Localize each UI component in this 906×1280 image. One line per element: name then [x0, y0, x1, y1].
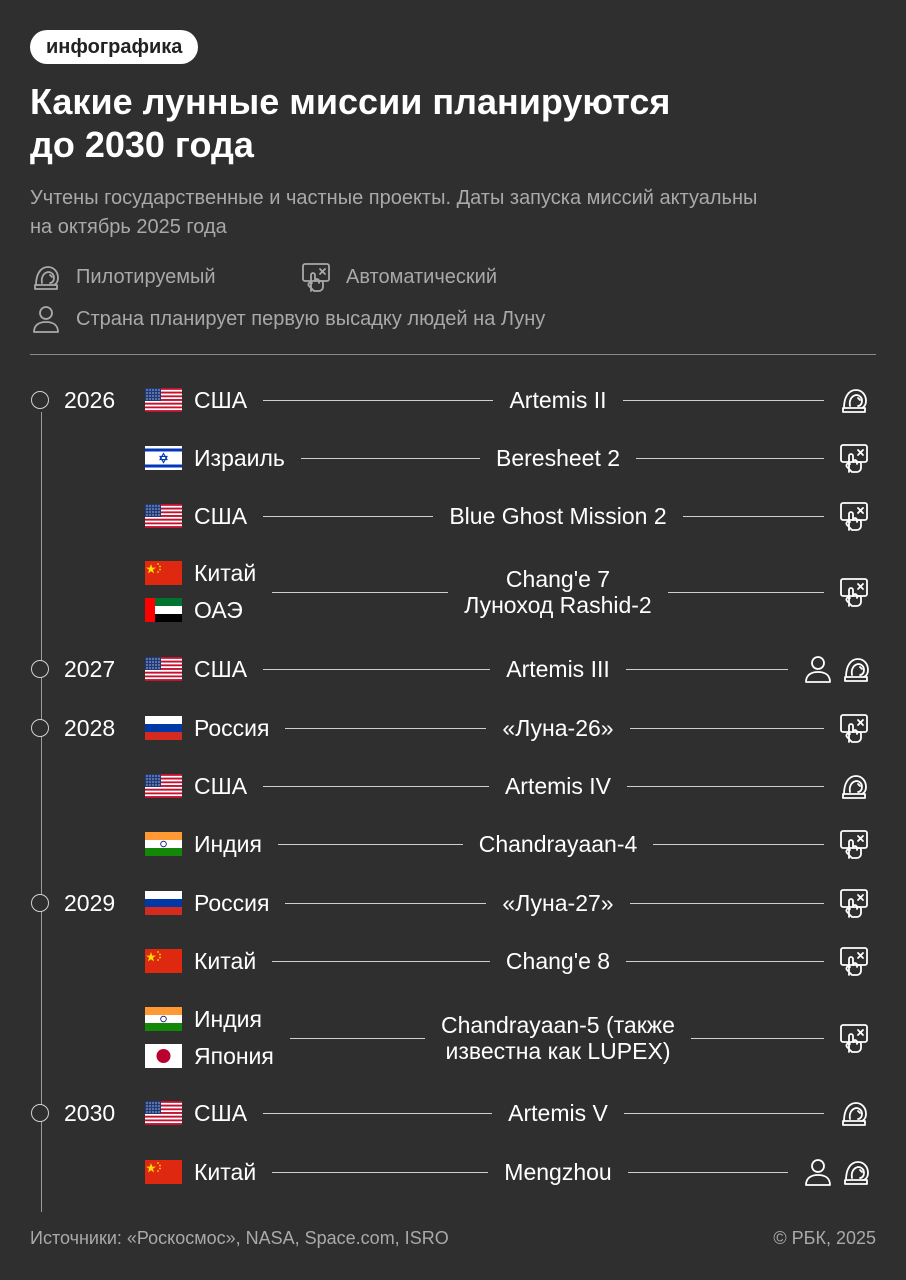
- flag-in: [145, 832, 182, 856]
- connector-line: [668, 592, 824, 593]
- mission-name: [430, 503, 686, 529]
- country-label: Россия: [194, 715, 270, 741]
- header-divider: [30, 354, 876, 355]
- country-label: США: [194, 773, 248, 799]
- mission-name-line: Beresheet 2: [495, 445, 621, 471]
- timeline-dot: [31, 391, 49, 409]
- flag-il: [145, 446, 182, 470]
- mission-name-line: Chang'e 8: [505, 948, 611, 974]
- title-line-2: до 2030 года: [30, 124, 254, 165]
- copyright: © РБК, 2025: [773, 1228, 876, 1248]
- mission-name: [430, 566, 686, 618]
- page-title: [30, 80, 870, 166]
- mission-name-line: «Луна-26»: [502, 715, 614, 741]
- mission-name-line: Artemis III: [506, 656, 610, 682]
- connector-line: [272, 1172, 488, 1173]
- robotic-icon: [838, 712, 870, 744]
- flag-ru: [145, 891, 182, 915]
- connector-line: [691, 1038, 824, 1039]
- mission-name-line: Chang'e 7: [505, 566, 611, 592]
- mission-name-line: Artemis V: [508, 1100, 608, 1126]
- timeline-dot: [31, 894, 49, 912]
- person-icon: [802, 653, 834, 685]
- country-label: Индия: [194, 831, 262, 857]
- connector-line: [683, 516, 824, 517]
- robotic-icon: [300, 261, 332, 293]
- flag-us: [145, 657, 182, 681]
- robotic-icon: [838, 945, 870, 977]
- category-badge: инфографика: [30, 30, 198, 64]
- country-label: Япония: [194, 1043, 274, 1069]
- timeline-dot: [31, 660, 49, 678]
- mission-name-line: известна как LUPEX): [445, 1038, 671, 1064]
- connector-line: [272, 592, 448, 593]
- crewed-icon: [30, 261, 62, 293]
- robotic-icon: [838, 442, 870, 474]
- connector-line: [630, 728, 824, 729]
- connector-line: [278, 844, 463, 845]
- crewed-icon: [838, 770, 870, 802]
- subtitle: [30, 184, 880, 242]
- mission-name: [430, 1012, 686, 1064]
- mission-name-line: Луноход Rashid-2: [464, 592, 652, 618]
- country-label: США: [194, 503, 248, 529]
- connector-line: [263, 1113, 492, 1114]
- flag-cn: [145, 949, 182, 973]
- legend-robotic-label: Автоматический: [346, 265, 497, 288]
- mission-name-line: Chandrayaan-4: [478, 831, 638, 857]
- mission-name-line: Mengzhou: [504, 1159, 612, 1185]
- mission-name-line: «Луна-27»: [502, 890, 614, 916]
- flag-us: [145, 1101, 182, 1125]
- flag-cn: [145, 561, 182, 585]
- robotic-icon: [838, 500, 870, 532]
- mission-name-line: Artemis IV: [504, 773, 612, 799]
- person-icon: [802, 1156, 834, 1188]
- connector-line: [263, 786, 489, 787]
- flag-jp: [145, 1044, 182, 1068]
- year-label: 2028: [64, 715, 116, 741]
- country-label: США: [194, 656, 248, 682]
- sources-note: Источники: «Роскосмос», NASA, Space.com, ISRO: [30, 1228, 449, 1248]
- connector-line: [636, 458, 824, 459]
- mission-name: [430, 831, 686, 857]
- legend-crewed: [30, 260, 216, 294]
- connector-line: [624, 1113, 824, 1114]
- connector-line: [263, 516, 433, 517]
- robotic-icon: [838, 1022, 870, 1054]
- crewed-icon: [838, 1097, 870, 1129]
- connector-line: [630, 903, 824, 904]
- timeline-dot: [31, 719, 49, 737]
- robotic-icon: [838, 576, 870, 608]
- connector-line: [285, 728, 486, 729]
- country-label: Китай: [194, 948, 257, 974]
- connector-line: [626, 961, 824, 962]
- timeline-axis: [41, 412, 42, 1212]
- connector-line: [263, 400, 493, 401]
- flag-us: [145, 388, 182, 412]
- mission-name-line: Blue Ghost Mission 2: [449, 503, 667, 529]
- country-label: Россия: [194, 890, 270, 916]
- country-label: США: [194, 1100, 248, 1126]
- connector-line: [290, 1038, 425, 1039]
- mission-name-line: Chandrayaan-5 (также: [441, 1012, 675, 1038]
- country-label: Израиль: [194, 445, 285, 471]
- connector-line: [263, 669, 490, 670]
- legend-first-landing: [30, 302, 545, 336]
- connector-line: [627, 786, 824, 787]
- country-label: США: [194, 387, 248, 413]
- connector-line: [653, 844, 824, 845]
- flag-cn: [145, 1160, 182, 1184]
- legend-first-landing-label: Страна планирует первую высадку людей на Луну: [76, 307, 546, 330]
- crewed-icon: [840, 1156, 872, 1188]
- flag-ru: [145, 716, 182, 740]
- country-label: Индия: [194, 1006, 262, 1032]
- flag-us: [145, 774, 182, 798]
- flag-in: [145, 1007, 182, 1031]
- robotic-icon: [838, 828, 870, 860]
- year-label: 2030: [64, 1100, 116, 1126]
- flag-us: [145, 504, 182, 528]
- subtitle-line-2: на октябрь 2025 года: [30, 216, 227, 238]
- flag-ae: [145, 598, 182, 622]
- mission-name-line: Artemis II: [509, 387, 607, 413]
- year-label: 2026: [64, 387, 116, 413]
- robotic-icon: [838, 887, 870, 919]
- crewed-icon: [838, 384, 870, 416]
- crewed-icon: [840, 653, 872, 685]
- timeline-dot: [31, 1104, 49, 1122]
- connector-line: [301, 458, 480, 459]
- person-icon: [30, 303, 62, 335]
- connector-line: [628, 1172, 788, 1173]
- country-label: ОАЭ: [194, 597, 243, 623]
- country-label: Китай: [194, 560, 257, 586]
- connector-line: [623, 400, 824, 401]
- connector-line: [626, 669, 788, 670]
- year-label: 2029: [64, 890, 116, 916]
- subtitle-line-1: Учтены государственные и частные проекты. Даты запуска миссий актуальны: [30, 187, 758, 209]
- connector-line: [285, 903, 486, 904]
- year-label: 2027: [64, 656, 116, 682]
- connector-line: [272, 961, 490, 962]
- legend-crewed-label: Пилотируемый: [76, 265, 216, 288]
- legend-robotic: [300, 260, 497, 294]
- title-line-1: Какие лунные миссии планируются: [30, 81, 671, 122]
- country-label: Китай: [194, 1159, 257, 1185]
